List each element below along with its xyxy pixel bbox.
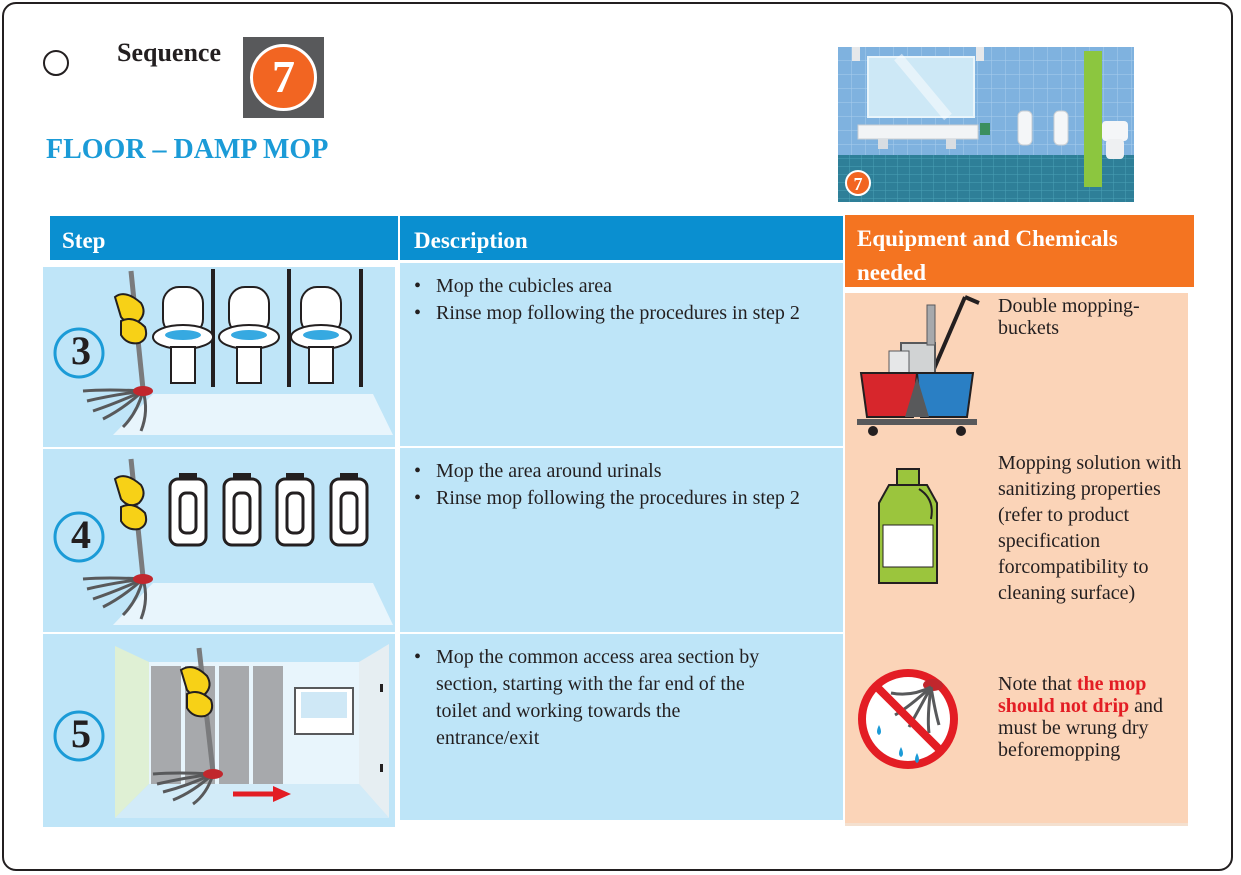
equipment-panel xyxy=(845,293,1188,826)
step-3-cell xyxy=(43,267,395,447)
no-dripping-mop-icon xyxy=(855,653,961,783)
description-step-3 xyxy=(400,263,843,446)
sequence-badge xyxy=(243,37,324,118)
buckets-label: Double mopping-buckets xyxy=(998,295,1140,339)
page-title: FLOOR – DAMP MOP xyxy=(46,134,329,165)
column-header-description: Description xyxy=(400,216,843,260)
list-item: • Mop the cubicles area xyxy=(436,273,837,300)
note-prefix: Note that xyxy=(998,673,1072,695)
step-5-cell xyxy=(43,634,395,827)
photo-badge-number: 7 xyxy=(853,174,863,194)
list-item: • Mop the common access area section by section, starting with the far end of the toilet and working towards the entrance/exit xyxy=(436,644,783,752)
list-item: • Rinse mop following the procedures in step 2 xyxy=(436,300,837,327)
cubicles-mopping-illustration xyxy=(43,267,395,447)
step-number: 3 xyxy=(71,328,91,373)
step-number: 4 xyxy=(71,512,91,557)
description-step-5 xyxy=(400,634,843,820)
note-suffix: and must be wrung dry beforemopping xyxy=(998,695,1164,761)
solution-label: Mopping solution with sanitizing properties (refer to product specification forcompatibility to cleaning surface) xyxy=(998,452,1182,604)
restroom-photo xyxy=(838,47,1134,202)
step-4-cell xyxy=(43,449,395,632)
list-item: • Mop the area around urinals xyxy=(436,458,837,485)
sequence-number: 7 xyxy=(250,44,317,111)
list-item: • Rinse mop following the procedures in step 2 xyxy=(436,485,837,512)
description-step-4 xyxy=(400,448,843,632)
column-header-equipment: Equipment and Chemicals needed xyxy=(845,215,1194,287)
drip-warning-note xyxy=(998,673,1183,761)
sequence-label: Sequence xyxy=(117,38,221,67)
cleaning-solution-bottle-icon xyxy=(875,467,945,589)
mopping-buckets-icon xyxy=(855,293,985,438)
common-area-mopping-illustration xyxy=(43,634,395,827)
urinals-mopping-illustration xyxy=(43,449,395,632)
step-number: 5 xyxy=(71,711,91,756)
column-header-step: Step xyxy=(50,216,398,260)
radio-button[interactable] xyxy=(43,50,69,76)
note-highlight: the mop should not drip xyxy=(998,673,1147,717)
